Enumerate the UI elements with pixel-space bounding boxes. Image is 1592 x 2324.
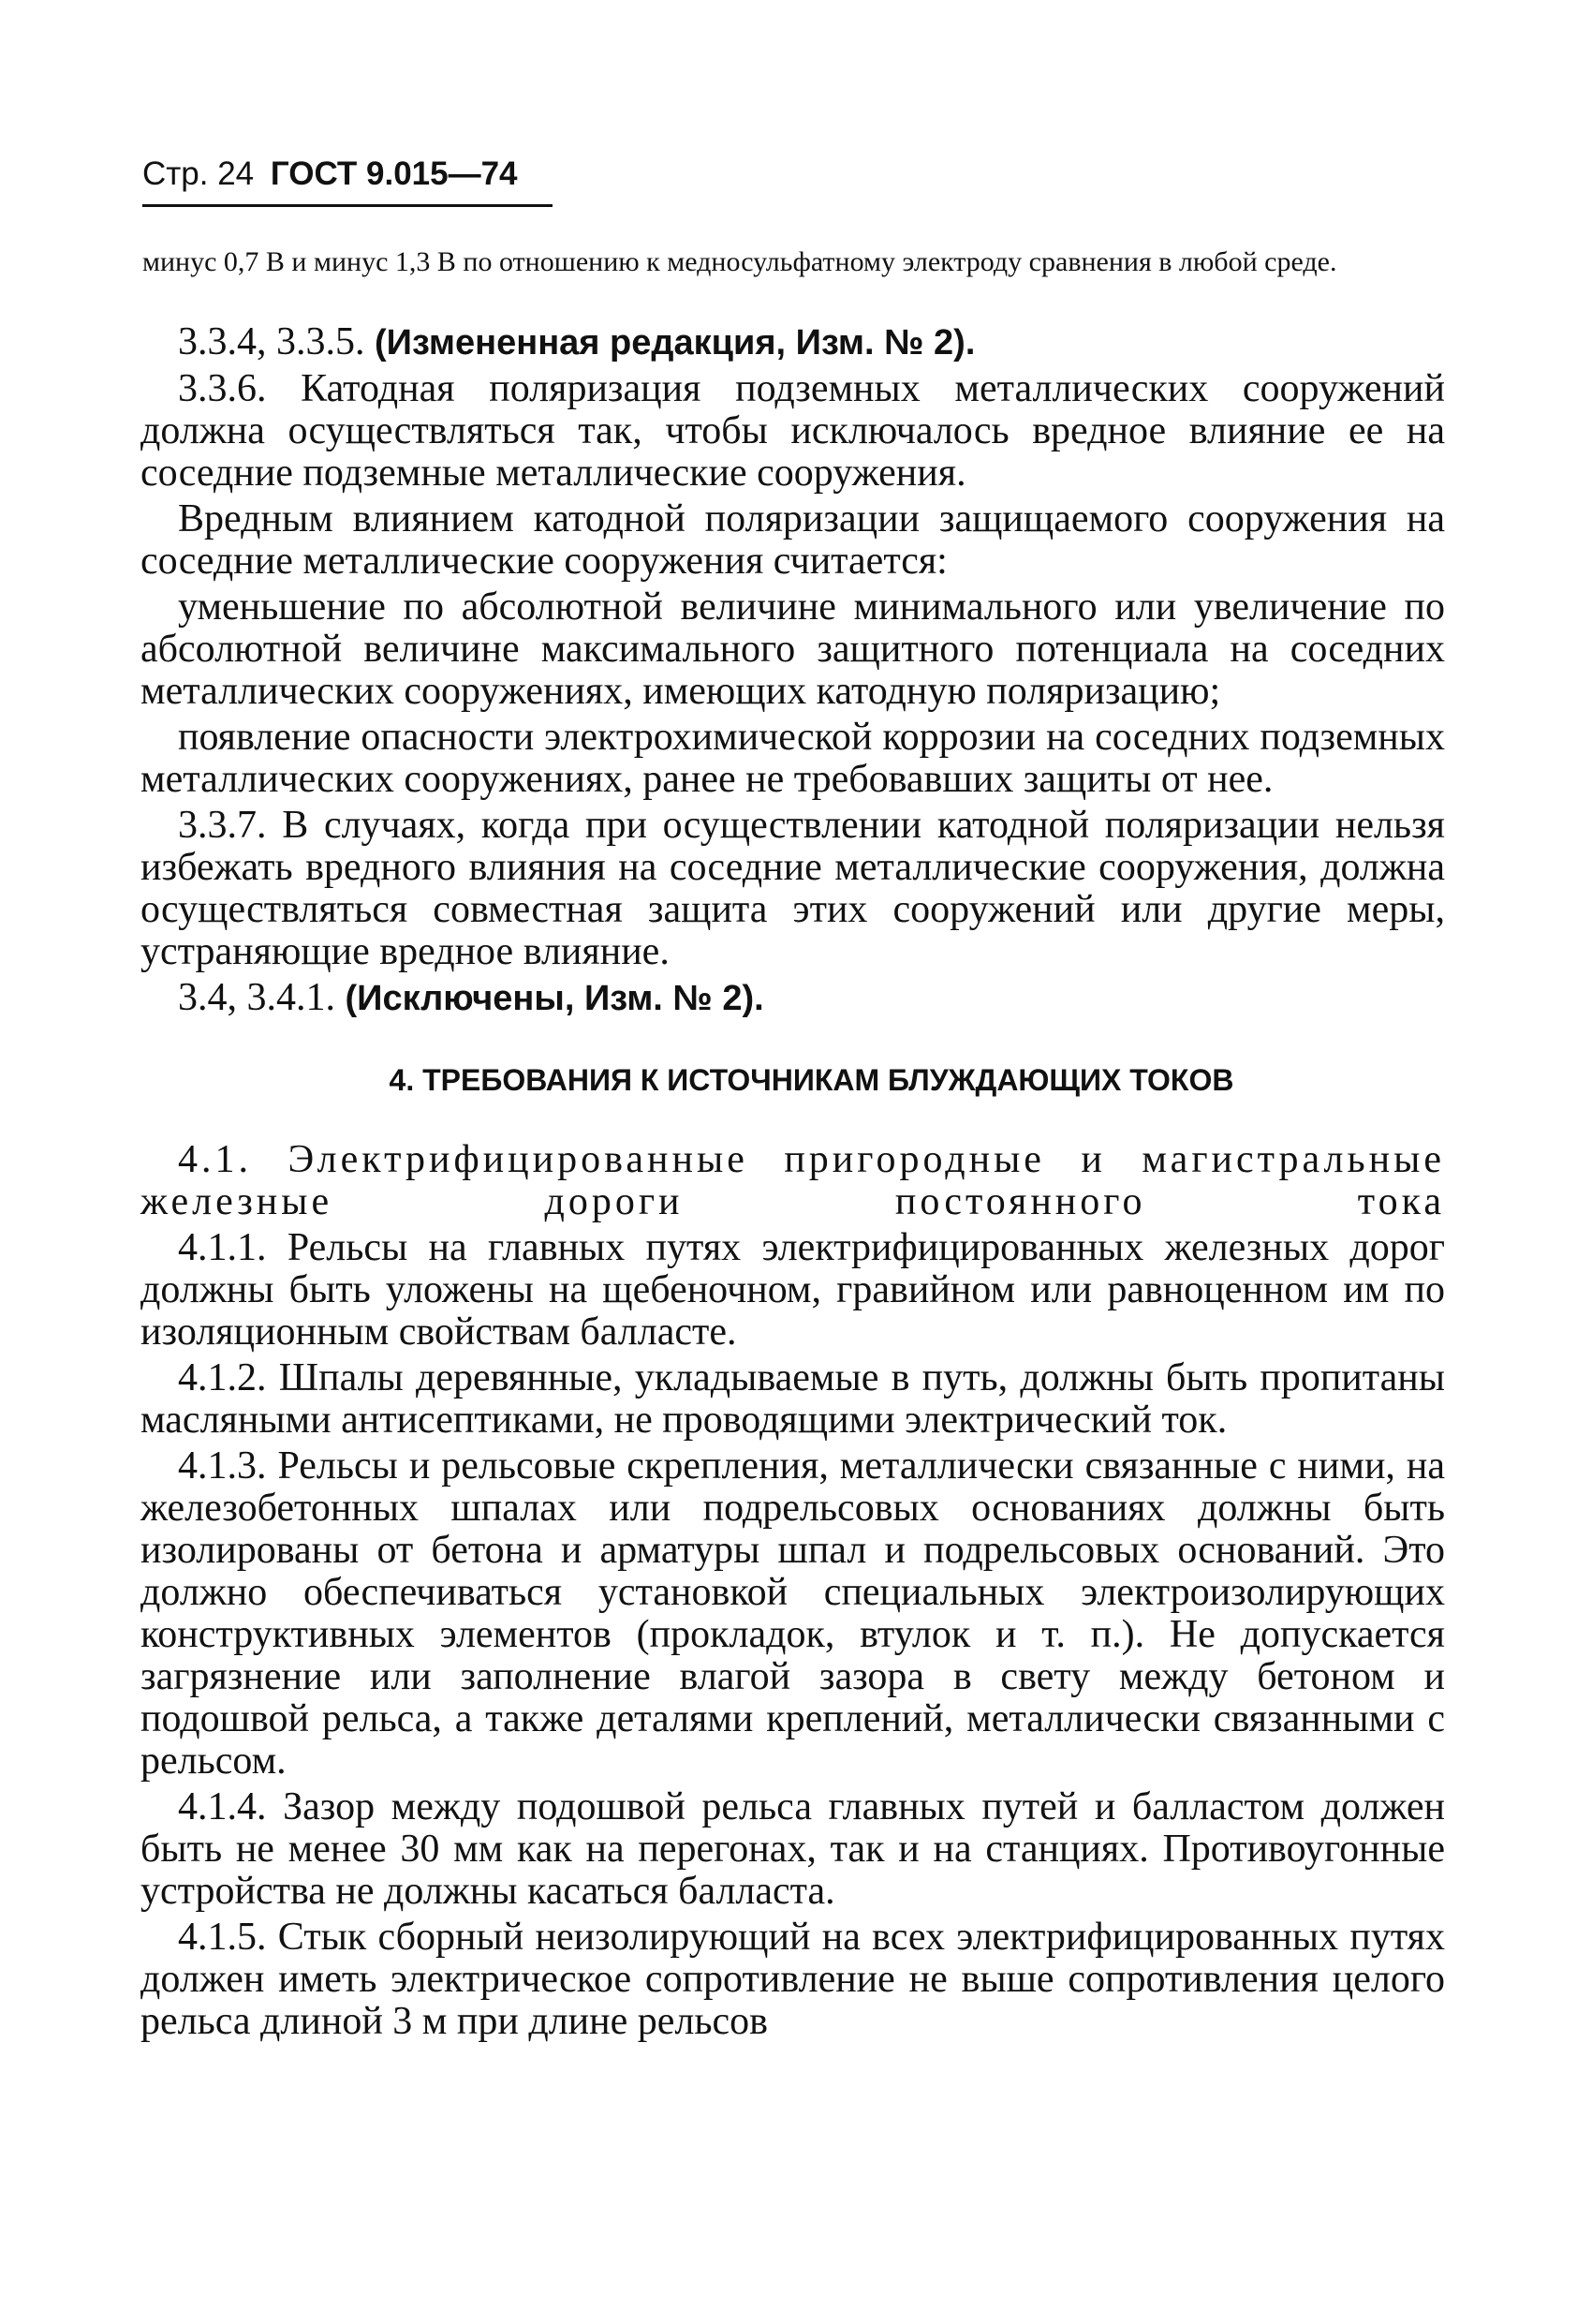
clause-number: 3.4, 3.4.1. bbox=[178, 976, 335, 1019]
continuation-text: минус 0,7 В и минус 1,3 В по отношению к медносульфатному электроду сравнения в любой среде. bbox=[142, 246, 1337, 277]
page-header bbox=[142, 155, 518, 193]
paragraph-3-3-4 bbox=[140, 321, 1445, 364]
paragraph-4-1-3: 4.1.3. Рельсы и рельсовые скрепления, металлически связанные с ними, на железобетонных шпалах или подрельсовых основаниях должны быть изолированы от бетона и арматуры шпал и подрельсовых оснований. Это должно обеспечиваться установкой специальных электроизолирующих конструктивных элементов (прокладок, втулок и т. п.). Не допускается загрязнение или заполнение влагой зазора в свету между бетоном и подошвой рельса, а также деталями креплений, металлически связанными с рельсом. bbox=[140, 1444, 1445, 1783]
exclusion-note: (Исключены, Изм. № 2). bbox=[345, 979, 764, 1018]
edition-note: (Измененная редакция, Изм. № 2). bbox=[375, 323, 976, 363]
paragraph-4-1: 4.1. Электрифицированные пригородные и магистральные железные дороги постоянного тока bbox=[140, 1138, 1445, 1223]
paragraph-4-1-5: 4.1.5. Стык сборный неизолирующий на всех электрифицированных путях должен иметь электрическое сопротивление не выше сопротивления целого рельса длиной 3 м при длине рельсов bbox=[140, 1916, 1445, 2043]
body-text bbox=[140, 320, 1445, 2047]
paragraph-3-3-6-item-1: уменьшение по абсолютной величине минимального или увеличение по абсолютной величине максимального защитного потенциала на соседних металлических сооружениях, имеющих катодную поляризацию; bbox=[140, 585, 1445, 713]
paragraph-4-1-4: 4.1.4. Зазор между подошвой рельса главных путей и балластом должен быть не менее 30 мм как на перегонах, так и на станциях. Противоугонные устройства не должны касаться балласта. bbox=[140, 1785, 1445, 1913]
paragraph-3-3-6: 3.3.6. Катодная поляризация подземных металлических сооружений должна осуществляться так, чтобы исключалось вредное влияние ее на соседние подземные металлические сооружения. bbox=[140, 367, 1445, 495]
section-heading: 4. ТРЕБОВАНИЯ К ИСТОЧНИКАМ БЛУЖДАЮЩИХ ТОКОВ bbox=[389, 1063, 1234, 1097]
standard-code: ГОСТ 9.015—74 bbox=[270, 155, 518, 192]
paragraph-3-3-6-item-2: появление опасности электрохимической коррозии на соседних подземных металлических сооружениях, ранее не требовавших защиты от нее. bbox=[140, 716, 1445, 801]
header-rule bbox=[142, 204, 553, 207]
paragraph-4-1-2: 4.1.2. Шпалы деревянные, укладываемые в путь, должны быть пропитаны масляными антисептиками, не проводящими электрический ток. bbox=[140, 1356, 1445, 1442]
paragraph-3-3-6-definition: Вредным влиянием катодной поляризации защищаемого сооружения на соседние металлические сооружения считается: bbox=[140, 497, 1445, 583]
page-number: Стр. 24 bbox=[142, 155, 255, 192]
clause-number: 3.3.4, 3.3.5. bbox=[178, 320, 365, 363]
paragraph-3-4 bbox=[140, 977, 1445, 1020]
paragraph-3-3-7: 3.3.7. В случаях, когда при осуществлении катодной поляризации нельзя избежать вредного влияния на соседние металлические сооружения, должна осуществляться совместная защита этих сооружений или другие меры, устраняющие вредное влияние. bbox=[140, 804, 1445, 973]
paragraph-4-1-1: 4.1.1. Рельсы на главных путях электрифицированных железных дорог должны быть уложены на щебеночном, гравийном или равноценном им по изоляционным свойствам балласте. bbox=[140, 1226, 1445, 1354]
